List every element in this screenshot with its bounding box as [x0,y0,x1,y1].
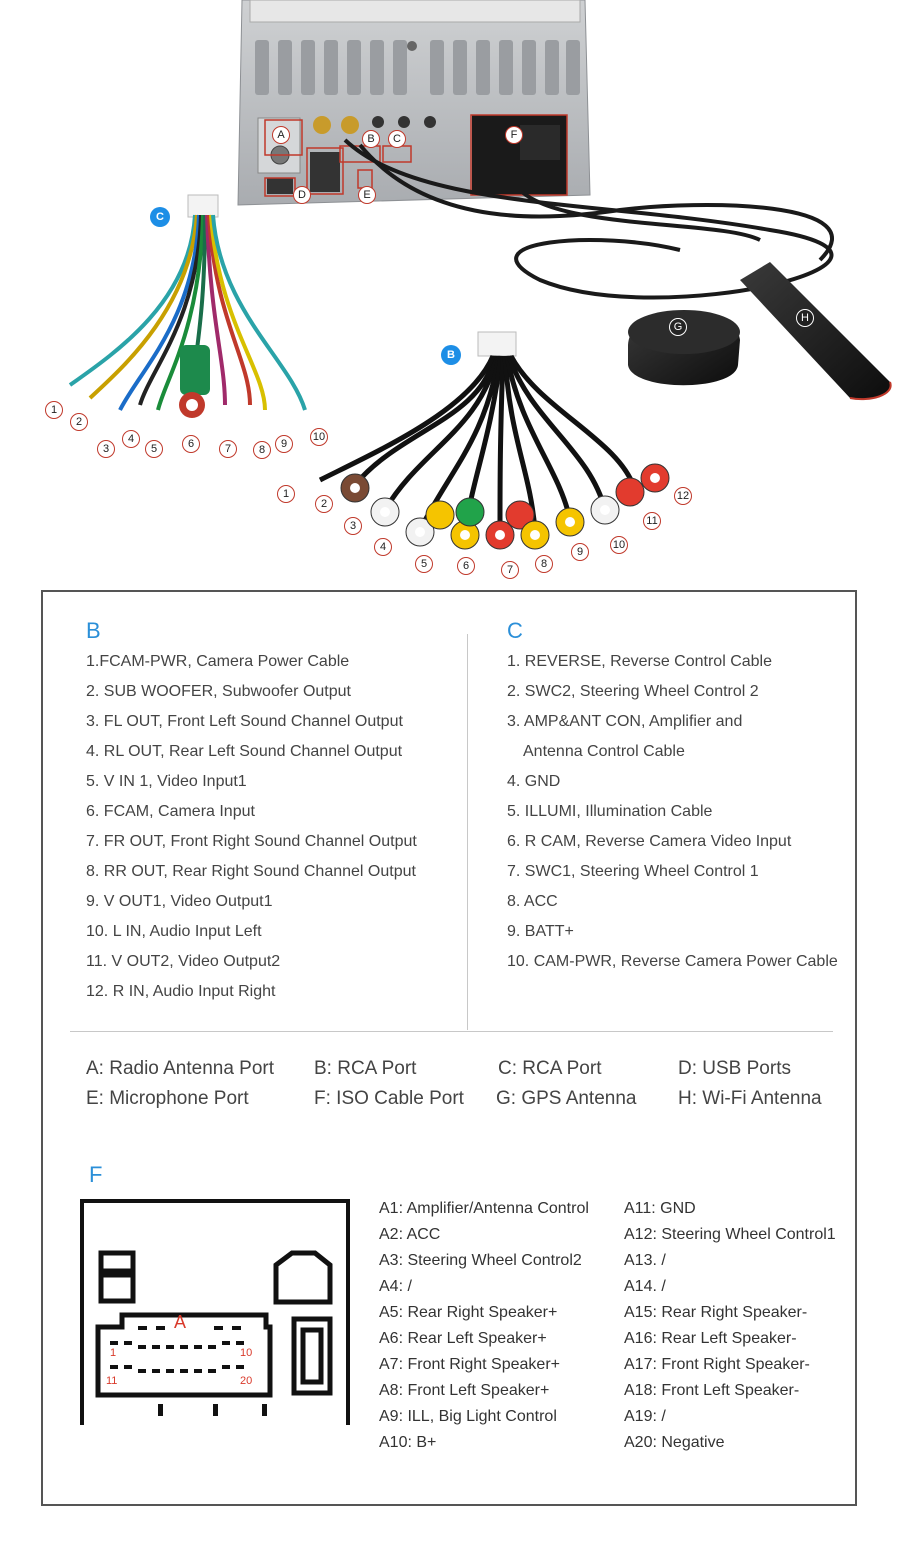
list-item: A3: Steering Wheel Control2 [379,1252,582,1269]
harness-c-num-7: 7 [219,440,237,458]
section-c-heading: C [507,618,523,643]
list-item: A4: / [379,1278,412,1295]
harness-b-num-2: 2 [315,495,333,513]
list-item: 5. ILLUMI, Illumination Cable [507,803,713,820]
harness-c-num-4: 4 [122,430,140,448]
pin-number-label: 20 [240,1375,253,1387]
list-item: 8. ACC [507,893,558,910]
section-divider [70,1031,833,1032]
pin-number-label: 1 [110,1347,117,1359]
head-unit-chassis [238,0,590,205]
pin-number-label: 10 [240,1347,253,1359]
marker-h: H [796,309,814,327]
harness-b-num-11: 11 [643,512,661,530]
list-item: A19: / [624,1408,666,1425]
list-item: 4. RL OUT, Rear Left Sound Channel Output [86,743,403,760]
wiring-illustration [0,0,900,590]
list-item: A17: Front Right Speaker- [624,1356,810,1373]
list-item: A5: Rear Right Speaker+ [379,1304,558,1321]
list-item: 6. R CAM, Reverse Camera Video Input [507,833,792,850]
legend-item: D: USB Ports [678,1058,791,1079]
list-item: 3. AMP&ANT CON, Amplifier and [507,713,743,730]
list-item: Antenna Control Cable [523,743,685,760]
list-item: A15: Rear Right Speaker- [624,1304,808,1321]
list-item: 9. V OUT1, Video Output1 [86,893,273,910]
harness-b-num-7: 7 [501,561,519,579]
list-item: 11. V OUT2, Video Output2 [86,953,281,970]
section-f-heading: F [89,1162,103,1187]
harness-c [70,195,305,418]
harness-c-num-3: 3 [97,440,115,458]
harness-b-num-3: 3 [344,517,362,535]
section-b-heading: B [86,618,101,643]
list-item: A8: Front Left Speaker+ [379,1382,550,1399]
connector-outline [80,1199,352,1425]
list-item: 9. BATT+ [507,923,574,940]
list-item: 8. RR OUT, Rear Right Sound Channel Output [86,863,416,880]
connector-label: A [174,1312,187,1332]
harness-b-num-5: 5 [415,555,433,573]
list-item: A20: Negative [624,1434,725,1451]
harness-b-num-6: 6 [457,557,475,575]
list-item: 1. REVERSE, Reverse Control Cable [507,653,772,670]
marker-a: A [272,126,290,144]
marker-b: B [362,130,380,148]
list-item: 6. FCAM, Camera Input [86,803,255,820]
harness-c-num-1: 1 [45,401,63,419]
harness-c-num-2: 2 [70,413,88,431]
list-item: 10. L IN, Audio Input Left [86,923,262,940]
list-item: A2: ACC [379,1226,441,1243]
info-panel [41,590,857,1506]
list-item: A12: Steering Wheel Control1 [624,1226,836,1243]
harness-b-num-9: 9 [571,543,589,561]
harness-b-num-12: 12 [674,487,692,505]
legend-item: F: ISO Cable Port [314,1088,464,1109]
marker-d: D [293,186,311,204]
list-item: 3. FL OUT, Front Left Sound Channel Output [86,713,403,730]
list-item: 7. FR OUT, Front Right Sound Channel Output [86,833,417,850]
pin-number-label: 11 [106,1375,118,1387]
column-divider [467,634,468,1030]
legend-item: G: GPS Antenna [496,1088,637,1109]
list-item: A10: B+ [379,1434,437,1451]
legend-item: A: Radio Antenna Port [86,1058,275,1079]
wiring-photo [0,0,900,590]
marker-c: C [388,130,406,148]
legend-item: H: Wi-Fi Antenna [678,1088,822,1109]
list-item: A6: Rear Left Speaker+ [379,1330,547,1347]
harness-c-num-9: 9 [275,435,293,453]
list-item: 2. SWC2, Steering Wheel Control 2 [507,683,759,700]
list-item: A13. / [624,1252,666,1269]
list-item: 2. SUB WOOFER, Subwoofer Output [86,683,351,700]
harness-b-num-1: 1 [277,485,295,503]
list-item: 7. SWC1, Steering Wheel Control 1 [507,863,759,880]
legend-item: B: RCA Port [314,1058,417,1079]
list-item: A7: Front Right Speaker+ [379,1356,560,1373]
list-item: A16: Rear Left Speaker- [624,1330,797,1347]
legend-item: E: Microphone Port [86,1088,249,1109]
harness-c-num-6: 6 [182,435,200,453]
harness-c-num-10: 10 [310,428,328,446]
list-item: 1.FCAM-PWR, Camera Power Cable [86,653,350,670]
harness-b-num-10: 10 [610,536,628,554]
list-item: 12. R IN, Audio Input Right [86,983,276,1000]
harness-c-num-5: 5 [145,440,163,458]
list-item: A9: ILL, Big Light Control [379,1408,557,1425]
badge-b: B [441,345,461,365]
wifi-antenna [740,262,891,399]
harness-c-num-8: 8 [253,441,271,459]
list-item: A14. / [624,1278,666,1295]
badge-c: C [150,207,170,227]
marker-e: E [358,186,376,204]
legend-item: C: RCA Port [498,1058,602,1079]
iso-connector-diagram [80,1199,352,1425]
list-item: A1: Amplifier/Antenna Control [379,1200,589,1217]
harness-b-num-8: 8 [535,555,553,573]
list-item: 10. CAM-PWR, Reverse Camera Power Cable [507,953,838,970]
list-item: 4. GND [507,773,561,790]
harness-b-num-4: 4 [374,538,392,556]
marker-g: G [669,318,687,336]
list-item: A11: GND [624,1200,696,1217]
marker-f: F [505,126,523,144]
list-item: 5. V IN 1, Video Input1 [86,773,247,790]
list-item: A18: Front Left Speaker- [624,1382,800,1399]
harness-b [320,332,669,549]
